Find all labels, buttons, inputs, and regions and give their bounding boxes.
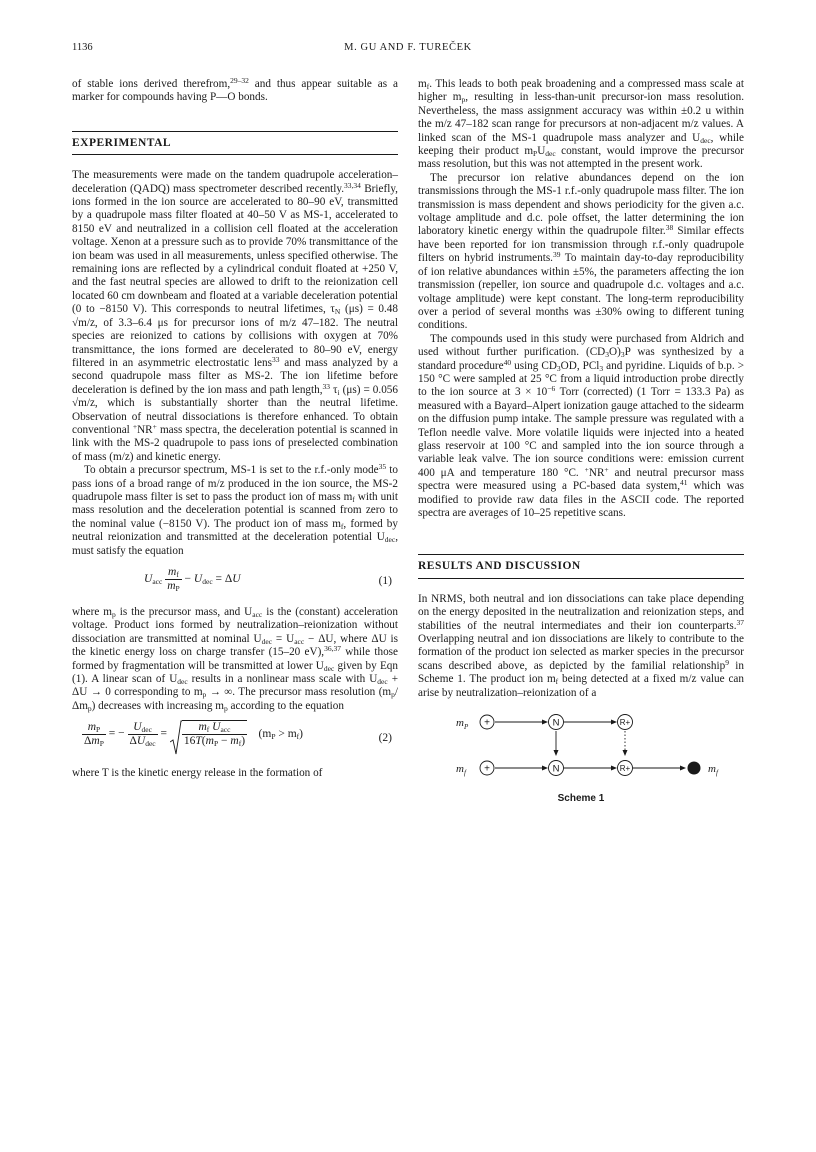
scheme-diagram bbox=[418, 710, 744, 792]
scheme-product-label: $m_f$ bbox=[708, 763, 718, 778]
paragraph-abundances: The precursor ion relative abundances depend on the ion transmissions through the MS-1 r.f.-only quadrupole mass filter. The ion transmission is mass dependent and shows periodicity for the given a.c. voltage amplitude and d.c. pole offset, the latter determining the ion laboratory kinetic energy within the quadrupole filter.$^{38}$ Similar effects have been reported for ion transmission through r.f.-only quadrupole filters on hybrid instruments.$^{39}$ To maintain day-to-day reproducibility of ion relative abundances within ±5%, the parameters affecting the ion transmission (repeller, ion source and quadrupole d.c. voltages and a.c. voltage amplitude) were kept constant. The long-term reproducibility over a period of several months was ±30% owing to different tuning conditions. bbox=[418, 171, 744, 332]
neutral-symbol: N bbox=[552, 763, 560, 775]
arrow-head bbox=[611, 720, 617, 725]
arrow-head bbox=[542, 720, 548, 725]
scheme-caption: Scheme 1 bbox=[557, 793, 605, 805]
section-title: EXPERIMENTAL bbox=[72, 136, 172, 149]
page-number: 1136 bbox=[72, 42, 93, 53]
intro-paragraph: of stable ions derived therefrom,$^{29-32}$ and thus appear suitable as a marker for compounds having P—O bonds. bbox=[72, 76, 398, 104]
arrow-head bbox=[680, 766, 686, 771]
paragraph-resolution: $m_f$. This leads to both peak broadening and a compressed mass scale at higher $m_p$, resulting in less-than-unit precursor-ion mass resolution. Nevertheless, the mass assignment accuracy was within ±0.2 u within the m/z 47–182 scan range for precursors at non-adjacent m/z values. A linked scan of the MS-1 quadrupole mass analyzer and $U_{dec}$, while keeping their product $m_PU_{dec}$ constant, would improve the precursor mass resolution, but this was not attempted in the present work. bbox=[418, 78, 745, 171]
equation-1: $U_{acc}$ $\frac{m_f}{m_P}$ − $U_{dec} = \Delta U$ (1) bbox=[144, 566, 392, 593]
equation-number: (1) bbox=[378, 575, 392, 587]
reion-symbol: R+ bbox=[619, 764, 631, 774]
equation-number: (2) bbox=[378, 732, 392, 745]
ion-symbol: + bbox=[484, 763, 490, 775]
arrow-head bbox=[623, 750, 628, 756]
arrow-head bbox=[542, 766, 548, 771]
neutral-symbol: N bbox=[552, 717, 560, 729]
equation-condition: $(m_P > m_f)$ bbox=[258, 727, 304, 741]
reion-symbol: R+ bbox=[619, 718, 631, 728]
paragraph-results-1: In NRMS, both neutral and ion dissociations can take place depending on the energy deposited in the neutralization and reionization steps, and stabilities of the neutral intermediates and their ion counterparts.$^{37}$ Overlapping neutral and ion dissociations are likely to contribute to the formation of the product ion selected as marker species in the precursor scans described above, as depicted by the familial relationship$^9$ in Scheme 1. The product ion $m_f$ being detected at a fixed m/z value can arise by neutralization–reionization of a bbox=[418, 592, 745, 699]
arrow-head bbox=[611, 766, 617, 771]
arrow-head bbox=[554, 750, 559, 756]
page-header bbox=[72, 42, 744, 58]
scheme-1 bbox=[418, 710, 744, 805]
ion-symbol: + bbox=[484, 717, 490, 729]
section-rule bbox=[418, 578, 744, 579]
left-column bbox=[72, 78, 398, 781]
paragraph-methods-1: The measurements were made on the tandem quadrupole acceleration–deceleration (QADQ) mass spectrometer described recently.$^{33,34}$ Briefly, ions formed in the ion source are accelerated to 80–90 eV, transmitted by a quadrupole mass filter floated at 40–50 V as MS-1, accelerated to 8150 eV and neutralized in a collision cell floated at the acceleration voltage. Xenon at a pressure such as to provide 70% transmittance of the ion beam was used in all measurements, unless specified otherwise. The remaining ions are reflected by a cylindrical conduit floated at +250 V, and the fast neutral species are allowed to drift to the reionization cell located 60 cm downbeam and floated at a variable deceleration potential (0 to −8150 V). This corresponds to neutral lifetimes, $\tau_N$ (μs) = 0.48 √m/z, of 3.3–6.4 μs for precursor ions of m/z 47–182. The neutral species are reionized to cations by collisions with oxygen at 70% transmittance, the ions formed are decelerated to 80–90 eV, energy filtered in an asymmetric electrostatic lens$^{33}$ and mass analyzed by a second quadrupole mass filter as MS-2. The ion lifetime before deceleration is defined by the ion mass and path length,$^{33}$ $\tau_i$ (μs) = 0.056 √m/z, which is substantially shorter than the neutral lifetime. Observation of neutral dissociations is therefore enhanced. To obtain conventional +NR+ mass spectra, the deceleration potential is scanned in link with the MS-2 quadrupole to pass ions of preselected combination of mass (m/z) and kinetic energy. bbox=[72, 169, 398, 463]
paragraph-compounds: The compounds used in this study were purchased from Aldrich and used without further purification. $(CD_3O)_3P$ was synthesized by a standard procedure$^{40}$ using $CD_3OD$, PCl$_3$ and pyridine. Liquids of b.p. > 150 °C were sampled at 25 °C from a liquid introduction probe directly to the ion source at $3 \times 10^{-6}$ Torr (corrected) (1 Torr = 133.3 Pa) as measured with a Bayard–Alpert ionization gauge attached to the sidearm on the diffusion pump intake. The sample pressure was regulated with a Teflon needle valve. More volatile liquids were injected into a heated glass reservoir at 100 °C and sampled into the ion source through a variable leak valve. The ion source conditions were: emission current 400 μA and temperature 180 °C. +NR+ and neutral precursor mass spectra were measured using a PC-based data system,$^{41}$ which was modified to provide raw data files in the ASCII code. The reported spectra are averages of 10–25 repetitive scans. bbox=[418, 332, 744, 519]
right-column bbox=[418, 78, 745, 805]
detected-product-node bbox=[688, 762, 701, 775]
paragraph-methods-4: where T is the kinetic energy release in the formation of bbox=[72, 767, 323, 780]
section-results bbox=[418, 554, 744, 578]
scheme-row2-label: $m_f$ bbox=[456, 763, 466, 778]
section-rule bbox=[72, 154, 398, 155]
section-experimental bbox=[72, 131, 398, 155]
paragraph-methods-3: where $m_p$ is the precursor mass, and $U_{acc}$ is the (constant) acceleration voltage. Product ions formed by neutralization–reionization without dissociation are transmitted at nominal $U_{dec} = U_{acc} - \Delta U$, where ΔU is the kinetic energy loss on charge transfer (15–20 eV),$^{36,37}$ while those formed by fragmentation will be transmitted at lower $U_{dec}$ given by Eqn (1). A linear scan of $U_{dec}$ results in a nonlinear mass scale with $U_{dec} + \Delta U \to 0$ corresponding to $m_p$ → ∞. The precursor mass resolution $(m_p/\Delta m_p)$ decreases with increasing $m_p$ according to the equation bbox=[72, 606, 398, 713]
equation-2: $\frac{m_P}{\Delta m_P}$ = − $\frac{U_{dec}}{\Delta U_{dec}}$ = $\frac{m_f U_{acc}}{16T(m_P - m_f)}$ $(m_P > m_f)$ (2) bbox=[72, 717, 398, 763]
section-title: RESULTS AND DISCUSSION bbox=[418, 560, 581, 573]
running-title: M. GU AND F. TUREČEK bbox=[344, 42, 472, 53]
scheme-row1-label: $m_P$ bbox=[456, 717, 469, 732]
paragraph-methods-2: To obtain a precursor spectrum, MS-1 is set to the r.f.-only mode$^{35}$ to pass ions of a broad range of m/z produced in the ion source, the MS-2 quadrupole mass filter is set to pass the product ion of mass $m_f$ with unit mass resolution and the deceleration potential is scanned from zero to the nominal value (−8150 V). The product ion of mass $m_f$, formed by neutral reionization and transmitted at the deceleration potential $U_{dec}$, must satisfy the equation bbox=[72, 462, 398, 557]
